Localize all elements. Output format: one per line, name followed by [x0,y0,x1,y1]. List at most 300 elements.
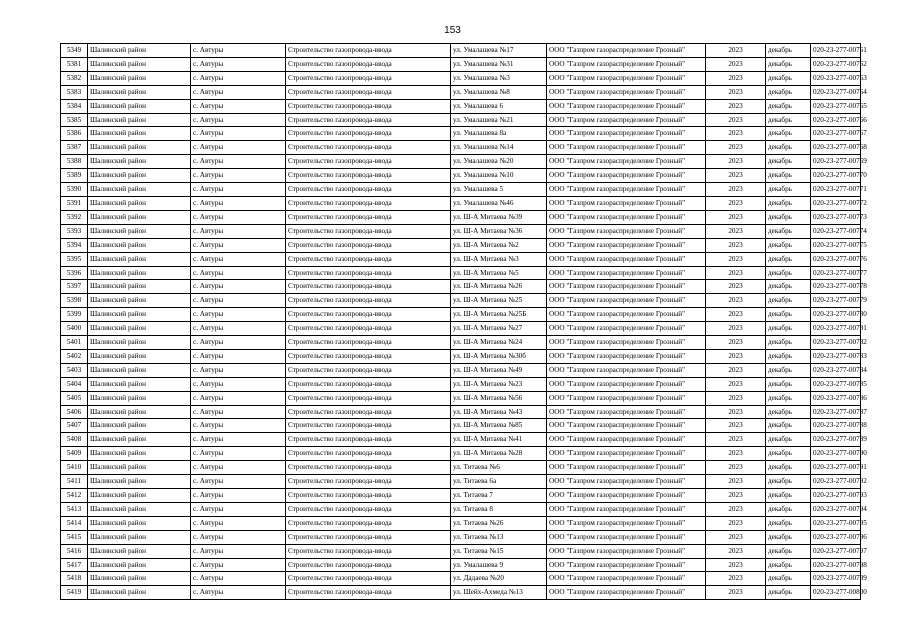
address-cell: ул. Титаева №15 [451,544,547,558]
organization-cell: ООО "Газпром газораспределение Грозный" [547,419,706,433]
address-cell: ул. Ш-А Митаева №3 [451,252,547,266]
work-type-cell: Строительство газопровода-ввода [286,419,451,433]
district-cell: Шалинский район [88,210,191,224]
address-cell: ул. Титаева №6 [451,461,547,475]
work-type-cell: Строительство газопровода-ввода [286,322,451,336]
district-cell: Шалинский район [88,475,191,489]
work-type-cell: Строительство газопровода-ввода [286,57,451,71]
month-cell: декабрь [766,461,811,475]
row-number-cell: 5392 [61,210,88,224]
registry-code-cell: 020-23-277-00772 [811,196,861,210]
settlement-cell: с. Автуры [191,489,286,503]
table-row [61,502,861,516]
year-cell: 2023 [706,475,766,489]
settlement-cell: с. Автуры [191,308,286,322]
organization-cell: ООО "Газпром газораспределение Грозный" [547,238,706,252]
organization-cell: ООО "Газпром газораспределение Грозный" [547,127,706,141]
district-cell: Шалинский район [88,280,191,294]
table-row [61,377,861,391]
organization-cell: ООО "Газпром газораспределение Грозный" [547,71,706,85]
row-number-cell: 5387 [61,141,88,155]
settlement-cell: с. Автуры [191,99,286,113]
district-cell: Шалинский район [88,252,191,266]
district-cell: Шалинский район [88,266,191,280]
registry-code-cell: 020-23-277-00783 [811,349,861,363]
table-row [61,44,861,58]
month-cell: декабрь [766,363,811,377]
address-cell: ул. Титаева №13 [451,530,547,544]
month-cell: декабрь [766,516,811,530]
settlement-cell: с. Автуры [191,183,286,197]
month-cell: декабрь [766,99,811,113]
month-cell: декабрь [766,489,811,503]
work-type-cell: Строительство газопровода-ввода [286,280,451,294]
table-row [61,447,861,461]
district-cell: Шалинский район [88,224,191,238]
row-number-cell: 5399 [61,308,88,322]
organization-cell: ООО "Газпром газораспределение Грозный" [547,363,706,377]
month-cell: декабрь [766,322,811,336]
row-number-cell: 5393 [61,224,88,238]
month-cell: декабрь [766,377,811,391]
work-type-cell: Строительство газопровода-ввода [286,530,451,544]
year-cell: 2023 [706,238,766,252]
month-cell: декабрь [766,44,811,58]
organization-cell: ООО "Газпром газораспределение Грозный" [547,183,706,197]
row-number-cell: 5386 [61,127,88,141]
row-number-cell: 5388 [61,155,88,169]
year-cell: 2023 [706,196,766,210]
district-cell: Шалинский район [88,558,191,572]
registry-code-cell: 020-23-277-00788 [811,419,861,433]
year-cell: 2023 [706,572,766,586]
table-row [61,183,861,197]
work-type-cell: Строительство газопровода-ввода [286,169,451,183]
district-cell: Шалинский район [88,447,191,461]
table-row [61,475,861,489]
address-cell: ул. Ш-А Митаева №27 [451,322,547,336]
registry-code-cell: 020-23-277-00800 [811,586,861,600]
registry-code-cell: 020-23-277-00770 [811,169,861,183]
work-type-cell: Строительство газопровода-ввода [286,461,451,475]
table-row [61,572,861,586]
row-number-cell: 5381 [61,57,88,71]
district-cell: Шалинский район [88,71,191,85]
address-cell: ул. Ш-А Митаева №30б [451,349,547,363]
settlement-cell: с. Автуры [191,322,286,336]
registry-code-cell: 020-23-277-00797 [811,544,861,558]
month-cell: декабрь [766,433,811,447]
year-cell: 2023 [706,405,766,419]
year-cell: 2023 [706,433,766,447]
settlement-cell: с. Автуры [191,44,286,58]
work-type-cell: Строительство газопровода-ввода [286,85,451,99]
settlement-cell: с. Автуры [191,85,286,99]
settlement-cell: с. Автуры [191,405,286,419]
settlement-cell: с. Автуры [191,391,286,405]
district-cell: Шалинский район [88,489,191,503]
work-type-cell: Строительство газопровода-ввода [286,377,451,391]
district-cell: Шалинский район [88,322,191,336]
table-row [61,196,861,210]
address-cell: ул. Ш-А Митаева №24 [451,336,547,350]
address-cell: ул. Титаева 7 [451,489,547,503]
work-type-cell: Строительство газопровода-ввода [286,308,451,322]
address-cell: ул. Умалашева №14 [451,141,547,155]
month-cell: декабрь [766,405,811,419]
year-cell: 2023 [706,266,766,280]
settlement-cell: с. Автуры [191,363,286,377]
year-cell: 2023 [706,210,766,224]
year-cell: 2023 [706,558,766,572]
district-cell: Шалинский район [88,238,191,252]
district-cell: Шалинский район [88,391,191,405]
organization-cell: ООО "Газпром газораспределение Грозный" [547,196,706,210]
organization-cell: ООО "Газпром газораспределение Грозный" [547,252,706,266]
row-number-cell: 5385 [61,113,88,127]
year-cell: 2023 [706,183,766,197]
work-type-cell: Строительство газопровода-ввода [286,475,451,489]
row-number-cell: 5413 [61,502,88,516]
district-cell: Шалинский район [88,530,191,544]
registry-code-cell: 020-23-277-00766 [811,113,861,127]
settlement-cell: с. Автуры [191,377,286,391]
organization-cell: ООО "Газпром газораспределение Грозный" [547,210,706,224]
settlement-cell: с. Автуры [191,475,286,489]
organization-cell: ООО "Газпром газораспределение Грозный" [547,141,706,155]
settlement-cell: с. Автуры [191,196,286,210]
work-type-cell: Строительство газопровода-ввода [286,155,451,169]
year-cell: 2023 [706,363,766,377]
district-cell: Шалинский район [88,349,191,363]
organization-cell: ООО "Газпром газораспределение Грозный" [547,44,706,58]
registry-code-cell: 020-23-277-00794 [811,502,861,516]
settlement-cell: с. Автуры [191,419,286,433]
settlement-cell: с. Автуры [191,210,286,224]
organization-cell: ООО "Газпром газораспределение Грозный" [547,391,706,405]
row-number-cell: 5396 [61,266,88,280]
table-row [61,210,861,224]
month-cell: декабрь [766,308,811,322]
row-number-cell: 5394 [61,238,88,252]
work-type-cell: Строительство газопровода-ввода [286,572,451,586]
table-row [61,224,861,238]
address-cell: ул. Шейх-Ахмеда №13 [451,586,547,600]
month-cell: декабрь [766,196,811,210]
address-cell: ул. Ш-А Митаева №85 [451,419,547,433]
registry-code-cell: 020-23-277-00768 [811,141,861,155]
address-cell: ул. Умалашева 5 [451,183,547,197]
table-row [61,169,861,183]
work-type-cell: Строительство газопровода-ввода [286,336,451,350]
registry-code-cell: 020-23-277-00798 [811,558,861,572]
table-row [61,433,861,447]
district-cell: Шалинский район [88,44,191,58]
address-cell: ул. Титаева 6а [451,475,547,489]
address-cell: ул. Умалашева №31 [451,57,547,71]
year-cell: 2023 [706,586,766,600]
row-number-cell: 5419 [61,586,88,600]
work-type-cell: Строительство газопровода-ввода [286,183,451,197]
address-cell: ул. Ш-А Митаева №26 [451,280,547,294]
year-cell: 2023 [706,71,766,85]
address-cell: ул. Титаева №26 [451,516,547,530]
month-cell: декабрь [766,280,811,294]
address-cell: ул. Титаева 8 [451,502,547,516]
row-number-cell: 5403 [61,363,88,377]
settlement-cell: с. Автуры [191,530,286,544]
district-cell: Шалинский район [88,419,191,433]
work-type-cell: Строительство газопровода-ввода [286,141,451,155]
table-row [61,391,861,405]
registry-code-cell: 020-23-277-00777 [811,266,861,280]
registry-code-cell: 020-23-277-00793 [811,489,861,503]
organization-cell: ООО "Газпром газораспределение Грозный" [547,169,706,183]
settlement-cell: с. Автуры [191,544,286,558]
address-cell: ул. Ш-А Митаева №43 [451,405,547,419]
work-type-cell: Строительство газопровода-ввода [286,558,451,572]
month-cell: декабрь [766,530,811,544]
address-cell: ул. Ш-А Митаева №49 [451,363,547,377]
work-type-cell: Строительство газопровода-ввода [286,363,451,377]
row-number-cell: 5391 [61,196,88,210]
settlement-cell: с. Автуры [191,336,286,350]
settlement-cell: с. Автуры [191,447,286,461]
year-cell: 2023 [706,391,766,405]
address-cell: ул. Умалашева 9 [451,558,547,572]
row-number-cell: 5412 [61,489,88,503]
year-cell: 2023 [706,44,766,58]
organization-cell: ООО "Газпром газораспределение Грозный" [547,294,706,308]
work-type-cell: Строительство газопровода-ввода [286,586,451,600]
table-row [61,405,861,419]
address-cell: ул. Ш-А Митаева №2 [451,238,547,252]
settlement-cell: с. Автуры [191,502,286,516]
district-cell: Шалинский район [88,308,191,322]
month-cell: декабрь [766,502,811,516]
organization-cell: ООО "Газпром газораспределение Грозный" [547,586,706,600]
settlement-cell: с. Автуры [191,252,286,266]
year-cell: 2023 [706,113,766,127]
work-type-cell: Строительство газопровода-ввода [286,210,451,224]
work-type-cell: Строительство газопровода-ввода [286,502,451,516]
row-number-cell: 5417 [61,558,88,572]
year-cell: 2023 [706,322,766,336]
organization-cell: ООО "Газпром газораспределение Грозный" [547,224,706,238]
month-cell: декабрь [766,294,811,308]
organization-cell: ООО "Газпром газораспределение Грозный" [547,558,706,572]
registry-code-cell: 020-23-277-00769 [811,155,861,169]
district-cell: Шалинский район [88,516,191,530]
year-cell: 2023 [706,447,766,461]
work-type-cell: Строительство газопровода-ввода [286,113,451,127]
month-cell: декабрь [766,57,811,71]
settlement-cell: с. Автуры [191,294,286,308]
address-cell: ул. Умалашева №10 [451,169,547,183]
registry-code-cell: 020-23-277-00796 [811,530,861,544]
month-cell: декабрь [766,210,811,224]
registry-code-cell: 020-23-277-00780 [811,308,861,322]
registry-code-cell: 020-23-277-00773 [811,210,861,224]
year-cell: 2023 [706,141,766,155]
month-cell: декабрь [766,85,811,99]
registry-code-cell: 020-23-277-00789 [811,433,861,447]
year-cell: 2023 [706,127,766,141]
table-row [61,419,861,433]
year-cell: 2023 [706,530,766,544]
year-cell: 2023 [706,155,766,169]
organization-cell: ООО "Газпром газораспределение Грозный" [547,502,706,516]
row-number-cell: 5418 [61,572,88,586]
organization-cell: ООО "Газпром газораспределение Грозный" [547,99,706,113]
district-cell: Шалинский район [88,294,191,308]
registry-code-cell: 020-23-277-00781 [811,322,861,336]
address-cell: ул. Дадаева №20 [451,572,547,586]
settlement-cell: с. Автуры [191,224,286,238]
work-type-cell: Строительство газопровода-ввода [286,544,451,558]
year-cell: 2023 [706,224,766,238]
table-row [61,586,861,600]
registry-code-cell: 020-23-277-00792 [811,475,861,489]
district-cell: Шалинский район [88,113,191,127]
organization-cell: ООО "Газпром газораспределение Грозный" [547,280,706,294]
organization-cell: ООО "Газпром газораспределение Грозный" [547,349,706,363]
address-cell: ул. Ш-А Митаева №5 [451,266,547,280]
month-cell: декабрь [766,544,811,558]
month-cell: декабрь [766,238,811,252]
registry-code-cell: 020-23-277-00790 [811,447,861,461]
month-cell: декабрь [766,252,811,266]
table-row [61,322,861,336]
organization-cell: ООО "Газпром газораспределение Грозный" [547,336,706,350]
table-row [61,294,861,308]
registry-code-cell: 020-23-277-00786 [811,391,861,405]
district-cell: Шалинский район [88,572,191,586]
settlement-cell: с. Автуры [191,558,286,572]
row-number-cell: 5389 [61,169,88,183]
month-cell: декабрь [766,141,811,155]
month-cell: декабрь [766,155,811,169]
table-row [61,127,861,141]
settlement-cell: с. Автуры [191,169,286,183]
table-row [61,113,861,127]
organization-cell: ООО "Газпром газораспределение Грозный" [547,530,706,544]
month-cell: декабрь [766,349,811,363]
table-row [61,336,861,350]
registry-code-cell: 020-23-277-00795 [811,516,861,530]
row-number-cell: 5408 [61,433,88,447]
month-cell: декабрь [766,266,811,280]
table-row [61,71,861,85]
year-cell: 2023 [706,461,766,475]
work-type-cell: Строительство газопровода-ввода [286,447,451,461]
address-cell: ул. Умалашева №3 [451,71,547,85]
row-number-cell: 5349 [61,44,88,58]
month-cell: декабрь [766,391,811,405]
organization-cell: ООО "Газпром газораспределение Грозный" [547,544,706,558]
month-cell: декабрь [766,336,811,350]
district-cell: Шалинский район [88,544,191,558]
address-cell: ул. Ш-А Митаева №41 [451,433,547,447]
work-type-cell: Строительство газопровода-ввода [286,349,451,363]
address-cell: ул. Ш-А Митаева №25 [451,294,547,308]
row-number-cell: 5410 [61,461,88,475]
table-row [61,489,861,503]
row-number-cell: 5397 [61,280,88,294]
district-cell: Шалинский район [88,57,191,71]
organization-cell: ООО "Газпром газораспределение Грозный" [547,461,706,475]
district-cell: Шалинский район [88,85,191,99]
row-number-cell: 5384 [61,99,88,113]
organization-cell: ООО "Газпром газораспределение Грозный" [547,155,706,169]
registry-code-cell: 020-23-277-00774 [811,224,861,238]
address-cell: ул. Умалашева №21 [451,113,547,127]
district-cell: Шалинский район [88,433,191,447]
month-cell: декабрь [766,113,811,127]
year-cell: 2023 [706,294,766,308]
table-row [61,252,861,266]
district-cell: Шалинский район [88,377,191,391]
registry-code-cell: 020-23-277-00776 [811,252,861,266]
work-type-cell: Строительство газопровода-ввода [286,489,451,503]
table-row [61,155,861,169]
year-cell: 2023 [706,419,766,433]
settlement-cell: с. Автуры [191,155,286,169]
row-number-cell: 5411 [61,475,88,489]
year-cell: 2023 [706,252,766,266]
district-cell: Шалинский район [88,127,191,141]
row-number-cell: 5382 [61,71,88,85]
address-cell: ул. Ш-А Митаева №25Б [451,308,547,322]
month-cell: декабрь [766,127,811,141]
year-cell: 2023 [706,336,766,350]
work-type-cell: Строительство газопровода-ввода [286,266,451,280]
district-cell: Шалинский район [88,155,191,169]
district-cell: Шалинский район [88,405,191,419]
month-cell: декабрь [766,224,811,238]
district-cell: Шалинский район [88,461,191,475]
row-number-cell: 5395 [61,252,88,266]
year-cell: 2023 [706,489,766,503]
registry-code-cell: 020-23-277-00778 [811,280,861,294]
address-cell: ул. Ш-А Митаева №28 [451,447,547,461]
row-number-cell: 5407 [61,419,88,433]
settlement-cell: с. Автуры [191,572,286,586]
registry-code-cell: 020-23-277-00763 [811,71,861,85]
organization-cell: ООО "Газпром газораспределение Грозный" [547,85,706,99]
settlement-cell: с. Автуры [191,71,286,85]
settlement-cell: с. Автуры [191,266,286,280]
work-type-cell: Строительство газопровода-ввода [286,224,451,238]
district-cell: Шалинский район [88,141,191,155]
year-cell: 2023 [706,544,766,558]
month-cell: декабрь [766,475,811,489]
registry-table [60,43,867,600]
settlement-cell: с. Автуры [191,280,286,294]
registry-code-cell: 020-23-277-00779 [811,294,861,308]
settlement-cell: с. Автуры [191,141,286,155]
organization-cell: ООО "Газпром газораспределение Грозный" [547,377,706,391]
table-body [61,44,867,600]
registry-code-cell: 020-23-277-00785 [811,377,861,391]
year-cell: 2023 [706,377,766,391]
table-row [61,85,861,99]
registry-code-cell: 020-23-277-00784 [811,363,861,377]
organization-cell: ООО "Газпром газораспределение Грозный" [547,489,706,503]
table-row [61,558,861,572]
year-cell: 2023 [706,99,766,113]
settlement-cell: с. Автуры [191,433,286,447]
